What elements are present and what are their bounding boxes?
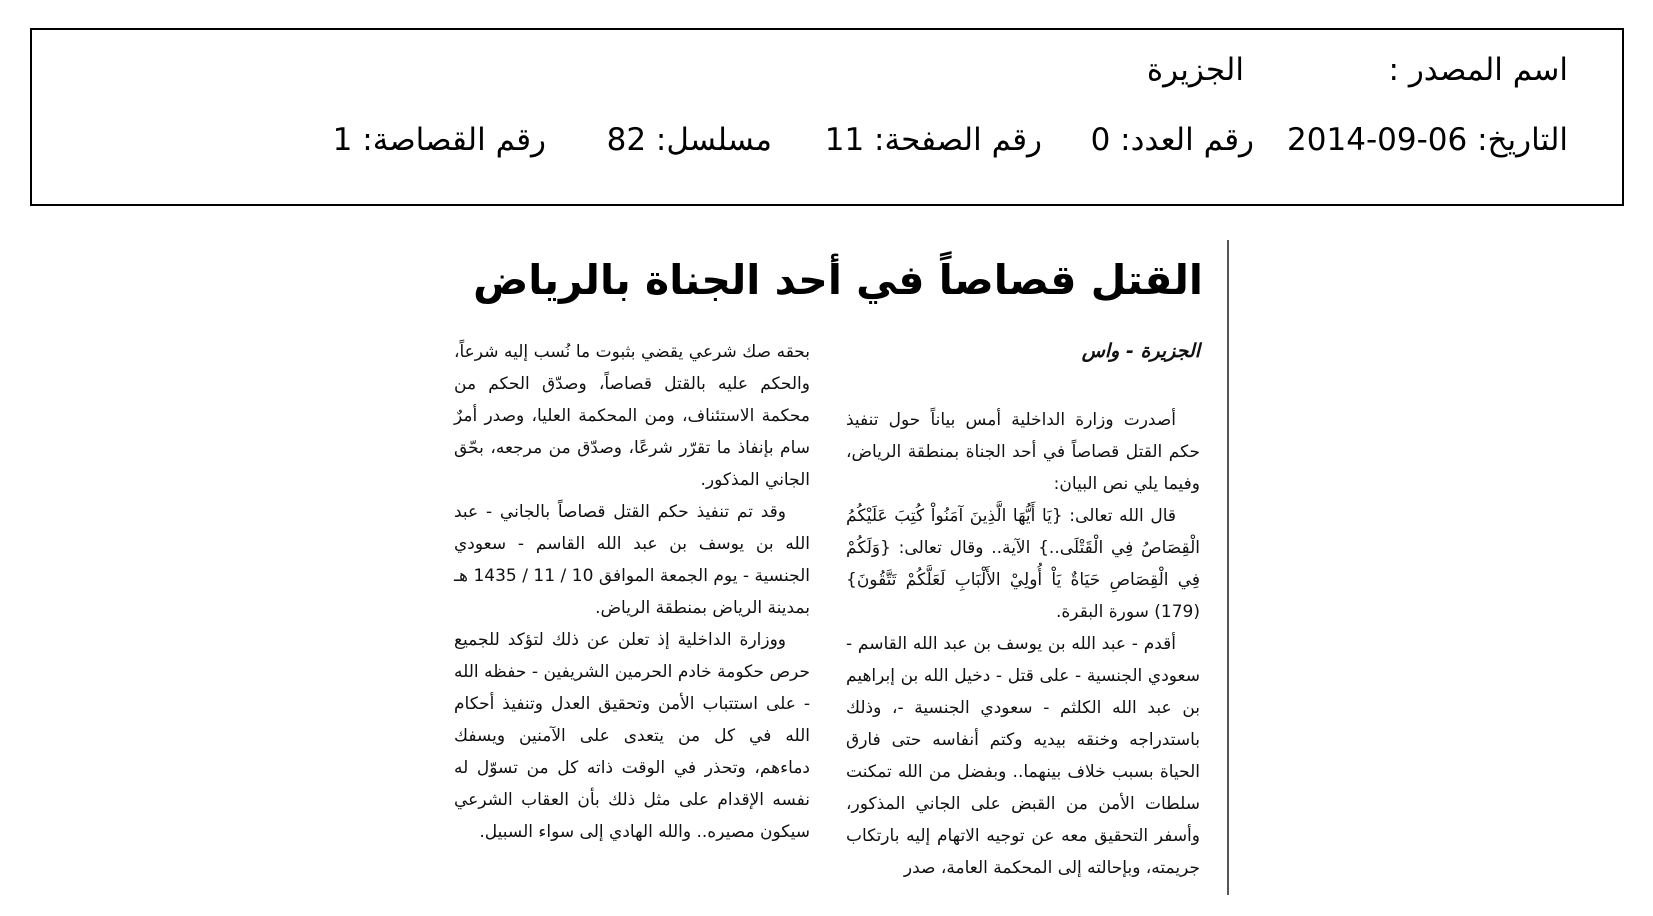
article-column-left [454,336,810,848]
date-field: التاريخ: 06-09-2014 [1287,122,1568,158]
article-paragraph: أصدرت وزارة الداخلية أمس بياناً حول تنفيذ حكم القتل قصاصاً في أحد الجناة بمنطقة الرياض، وفيما يلي نص البيان: [846,410,1200,494]
article-paragraph: أقدم - عبد الله بن يوسف بن عبد الله القاسم - سعودي الجنسية - على قتل - دخيل الله بن إبراهيم بن عبد الله الكلثم - سعودي الجنسية -، وذلك باستدراجه وخنقه بيديه وكتم أنفاسه حتى فارق الحياة بسبب خلاف بينهما.. وبفضل من الله تمكنت سلطات الأمن من القبض على الجاني المذكور، وأسفر التحقيق معه عن توجيه الاتهام إليه بارتكاب جريمته، وبإحالته إلى المحكمة العامة، صدر [846,634,1200,878]
source-value: الجزيرة [1146,52,1244,88]
source-label: اسم المصدر : [1388,52,1568,88]
article-paragraph: وقد تم تنفيذ حكم القتل قصاصاً بالجاني - عبد الله بن يوسف بن عبد الله القاسم - سعودي الجنسية - يوم الجمعة الموافق 10 / 11 / 1435 هـ بمدينة الرياض بمنطقة الرياض. [454,502,810,618]
source-info-box [30,28,1624,206]
article-byline: الجزيرة - واس [1081,340,1200,362]
article-paragraph: قال الله تعالى: {يَا أَيُّهَا الَّذِينَ آمَنُواْ كُتِبَ عَلَيْكُمُ الْقِصَاصُ فِي الْقَتْلَى..} الآية.. وقال تعالى: {وَلَكُمْ فِي الْقِصَاصِ حَيَاةٌ يَاْ أُولِيْ الأَلْبَابِ لَعَلَّكُمْ تَتَّقُونَ} (179) سورة البقرة. [846,506,1200,622]
column-rule [1227,240,1229,895]
page-number-field: رقم الصفحة: 11 [824,122,1042,158]
issue-number-field: رقم العدد: 0 [1090,122,1254,158]
article-paragraph: ووزارة الداخلية إذ تعلن عن ذلك لتؤكد للجميع حرص حكومة خادم الحرمين الشريفين - حفظه الله - على استتباب الأمن وتحقيق العدل وتنفيذ أحكام الله في كل من يتعدى على الآمنين ويسفك دماءهم، وتحذر في الوقت ذاته كل من تسوّل له نفسه الإقدام على مثل ذلك بأن العقاب الشرعي سيكون مصيره.. والله الهادي إلى سواء السبيل. [454,630,810,842]
article-column-right [846,404,1200,884]
article-paragraph: بحقه صك شرعي يقضي بثبوت ما نُسب إليه شرعاً، والحكم عليه بالقتل قصاصاً، وصدّق الحكم من محكمة الاستئناف، ومن المحكمة العليا، وصدر أمرٌ سام بإنفاذ ما تقرّر شرعًا، وصدّق من مرجعه، بحّق الجاني المذكور. [454,342,810,490]
clip-number-field: رقم القصاصة: 1 [332,122,546,158]
serial-field: مسلسل: 82 [606,122,772,158]
article-headline: القتل قصاصاً في أحد الجناة بالرياض [473,256,1203,304]
